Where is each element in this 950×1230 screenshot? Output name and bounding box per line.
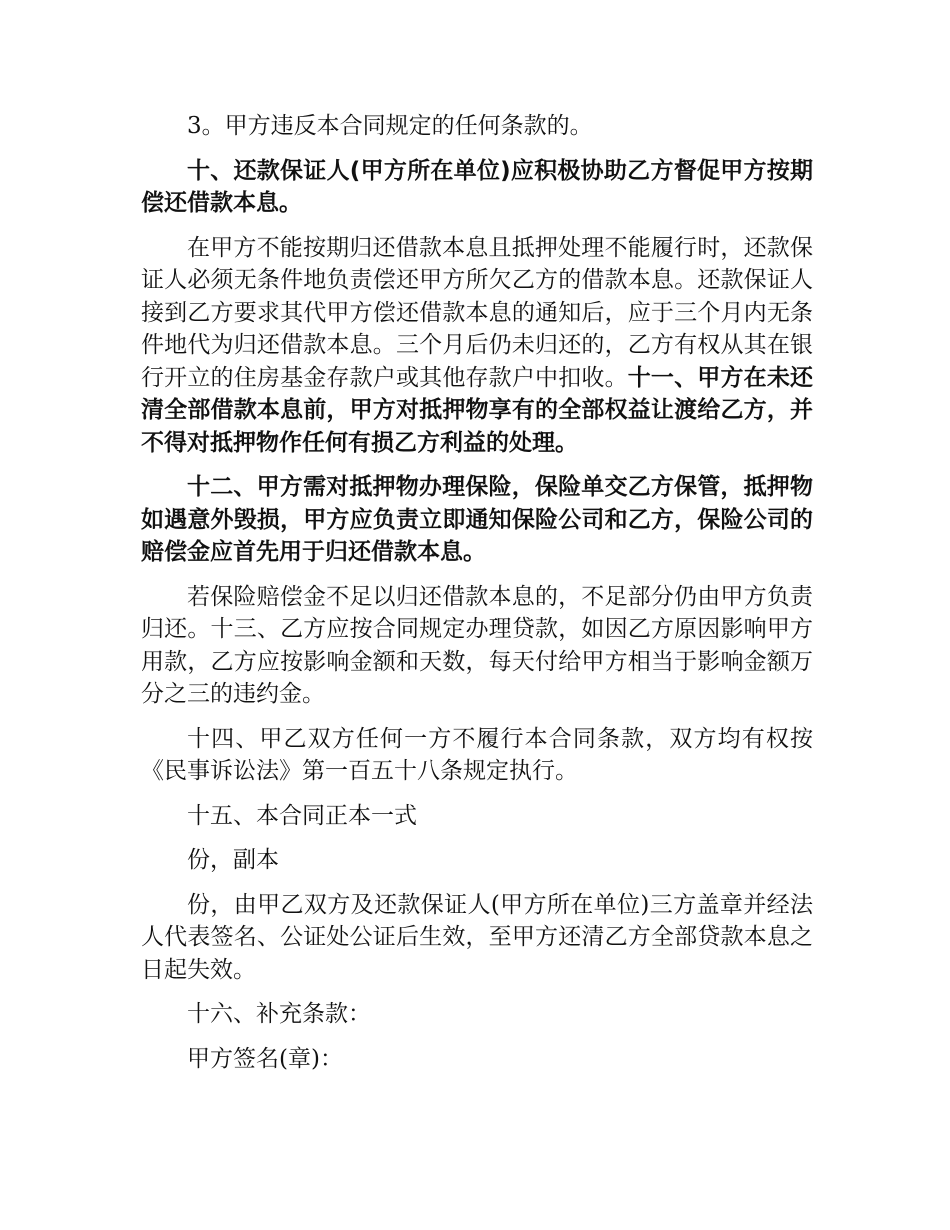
- clause-10-heading: 十、还款保证人(甲方所在单位)应积极协助乙方督促甲方按期偿还借款本息。: [141, 157, 813, 216]
- clause-15-part-1: 十五、本合同正本一式: [187, 802, 417, 829]
- clause-9-item-3: 3。甲方违反本合同规定的任何条款的。: [187, 113, 593, 139]
- party-a-signature: 甲方签名(章)：: [187, 1045, 343, 1072]
- clause-10-body: [141, 232, 813, 460]
- clause-15-part-2: 份，副本: [187, 847, 279, 873]
- clause-16: 十六、补充条款：: [187, 1001, 371, 1027]
- clause-10-text: 在甲方不能按期归还借款本息且抵押处理不能履行时，还款保证人必须无条件地负责偿还甲方所欠乙方的借款本息。还款保证人接到乙方要求其代甲方偿还借款本息的通知后，应于三个月内无条件地代为归还借款本息。三个月后仍未归还的，乙方有权从其在银行开立的住房基金存款户或其他存款户中扣收。: [141, 234, 813, 391]
- clause-15-part-3: 份，由甲乙双方及还款保证人(甲方所在单位)三方盖章并经法人代表签名、公证处公证后生效，至甲方还清乙方全部贷款本息之日起失效。: [141, 891, 813, 983]
- contract-page: [141, 110, 813, 1087]
- clause-11-text: 十一、甲方在未还清全部借款本息前，甲方对抵押物享有的全部权益让渡给乙方，并不得对抵押物作任何有损乙方利益的处理。: [141, 364, 814, 456]
- clause-12-13: 若保险赔偿金不足以归还借款本息的，不足部分仍由甲方负责归还。十三、乙方应按合同规定办理贷款，如因乙方原因影响甲方用款，乙方应按影响金额和天数，每天付给甲方相当于影响金额万分之三的违约金。: [141, 583, 813, 707]
- clause-14: 十四、甲乙双方任何一方不履行本合同条款，双方均有权按《民事诉讼法》第一百五十八条规定执行。: [141, 725, 813, 784]
- clause-12: 十二、甲方需对抵押物办理保险，保险单交乙方保管，抵押物如遇意外毁损，甲方应负责立即通知保险公司和乙方，保险公司的赔偿金应首先用于归还借款本息。: [141, 474, 813, 565]
